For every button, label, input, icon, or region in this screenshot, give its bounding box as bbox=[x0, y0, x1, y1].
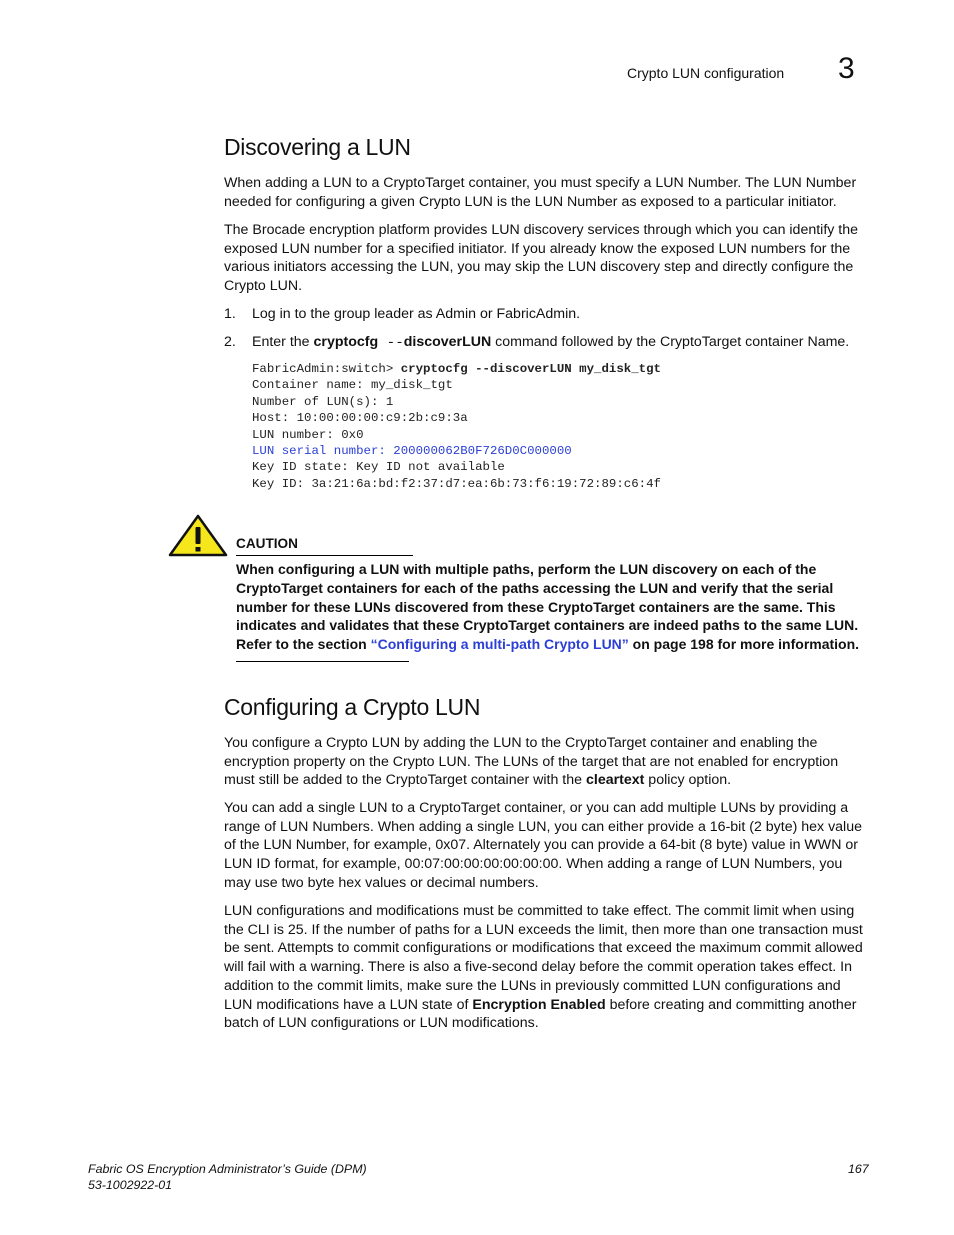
caution-label: CAUTION bbox=[236, 536, 298, 551]
code-line: Number of LUN(s): 1 bbox=[252, 394, 394, 409]
running-header: Crypto LUN configuration bbox=[627, 65, 785, 81]
state-name: Encryption Enabled bbox=[472, 996, 606, 1013]
step-number: 1. bbox=[224, 306, 236, 322]
code-line: Key ID: 3a:21:6a:bd:f2:37:d7:ea:6b:73:f6:19:72:89:c6:4f bbox=[252, 476, 661, 491]
code-line: LUN number: 0x0 bbox=[252, 427, 364, 442]
footer-docnum: 53-1002922-01 bbox=[88, 1178, 173, 1192]
warning-triangle-icon bbox=[167, 513, 229, 558]
paragraph bbox=[224, 734, 870, 790]
divider bbox=[236, 555, 413, 556]
step-text-post: command followed by the CryptoTarget container Name. bbox=[491, 334, 850, 350]
code-command: cryptocfg --discoverLUN my_disk_tgt bbox=[400, 362, 661, 376]
section-title-discovering: Discovering a LUN bbox=[224, 134, 411, 160]
code-line: Key ID state: Key ID not available bbox=[252, 460, 505, 475]
code-line bbox=[252, 361, 661, 377]
command-name: cryptocfg bbox=[313, 334, 379, 350]
code-block bbox=[252, 361, 661, 492]
paragraph-text: policy option. bbox=[644, 772, 732, 789]
step-text bbox=[252, 333, 849, 352]
code-prompt: FabricAdmin:switch> bbox=[252, 362, 401, 376]
divider bbox=[236, 661, 409, 662]
step-text: Log in to the group leader as Admin or FabricAdmin. bbox=[252, 306, 581, 322]
option-dash: -- bbox=[378, 335, 404, 351]
paragraph: When adding a LUN to a CryptoTarget container, you must specify a LUN Number. The LUN Number needed for configuring a given Crypto LUN is the LUN Number as exposed to a particular initiator. bbox=[224, 175, 857, 210]
section-title-configuring: Configuring a Crypto LUN bbox=[224, 694, 481, 720]
chapter-number: 3 bbox=[838, 52, 855, 85]
paragraph: The Brocade encryption platform provides LUN discovery services through which you can identify the exposed LUN number for a specified initiator. If you already know the exposed LUN numbers for the various initiators accessing the LUN, you may skip the LUN discovery step and directly configure the Crypto LUN. bbox=[224, 222, 859, 295]
paragraph bbox=[224, 902, 870, 1033]
step-text-pre: Enter the bbox=[252, 334, 314, 350]
paragraph-text: before creating and committing another batch of LUN configurations or LUN modifications. bbox=[224, 996, 857, 1032]
option-name: cleartext bbox=[585, 772, 645, 789]
code-line: Host: 10:00:00:00:c9:2b:c9:3a bbox=[252, 411, 468, 426]
cross-reference-link[interactable]: “Configuring a multi-path Crypto LUN” bbox=[370, 636, 629, 653]
option-name: discoverLUN bbox=[403, 334, 492, 350]
footer-title: Fabric OS Encryption Administrator’s Guide (DPM) bbox=[88, 1162, 367, 1176]
caution-text-post: on page 198 for more information. bbox=[628, 636, 860, 653]
page-number: 167 bbox=[848, 1162, 869, 1176]
step-number: 2. bbox=[224, 334, 236, 350]
code-line: Container name: my_disk_tgt bbox=[252, 378, 453, 393]
paragraph-text: LUN configurations and modifications must be committed to take effect. The commit limit when using the CLI is 25. If the number of paths for a LUN exceeds the limit, then more than one transaction must be sent. Attempts to commit configurations or modifications that exceed the maximum commit allowed will fail with a warning. There is also a five-second delay before the commit operation takes effect. In addition to the commit limits, make sure the LUNs in previously committed LUN configurations and LUN modifications have a LUN state of bbox=[224, 903, 863, 1013]
code-line-highlight: LUN serial number: 200000062B0F726D0C000000 bbox=[252, 444, 572, 459]
caution-text bbox=[236, 560, 861, 654]
paragraph-text: You configure a Crypto LUN by adding the LUN to the CryptoTarget container and enabling the encryption property on the Crypto LUN. The LUNs of the target that are not enabled for encryption must still be added to the CryptoTarget container with the bbox=[224, 735, 839, 789]
caution-text-pre: When configuring a LUN with multiple paths, perform the LUN discovery on each of the CryptoTarget containers for each of the paths accessing the LUN and verify that the serial number for these LUNs discovered from these CryptoTarget containers are the same. This indicates and validates that these CryptoTarget containers are indeed paths to the same LUN. Refer to the section bbox=[236, 561, 859, 653]
paragraph: You can add a single LUN to a CryptoTarget container, or you can add multiple LUNs by providing a range of LUN Numbers. When adding a single LUN, you can either provide a 16-bit (2 byte) hex value of the LUN Number, for example, 0x07. Alternately you can provide a 64-bit (8 byte) value in WWN or LUN ID format, for example, 00:07:00:00:00:00:00:00. When adding a range of LUN Numbers, you may use two byte hex values or decimal numbers. bbox=[224, 800, 862, 891]
